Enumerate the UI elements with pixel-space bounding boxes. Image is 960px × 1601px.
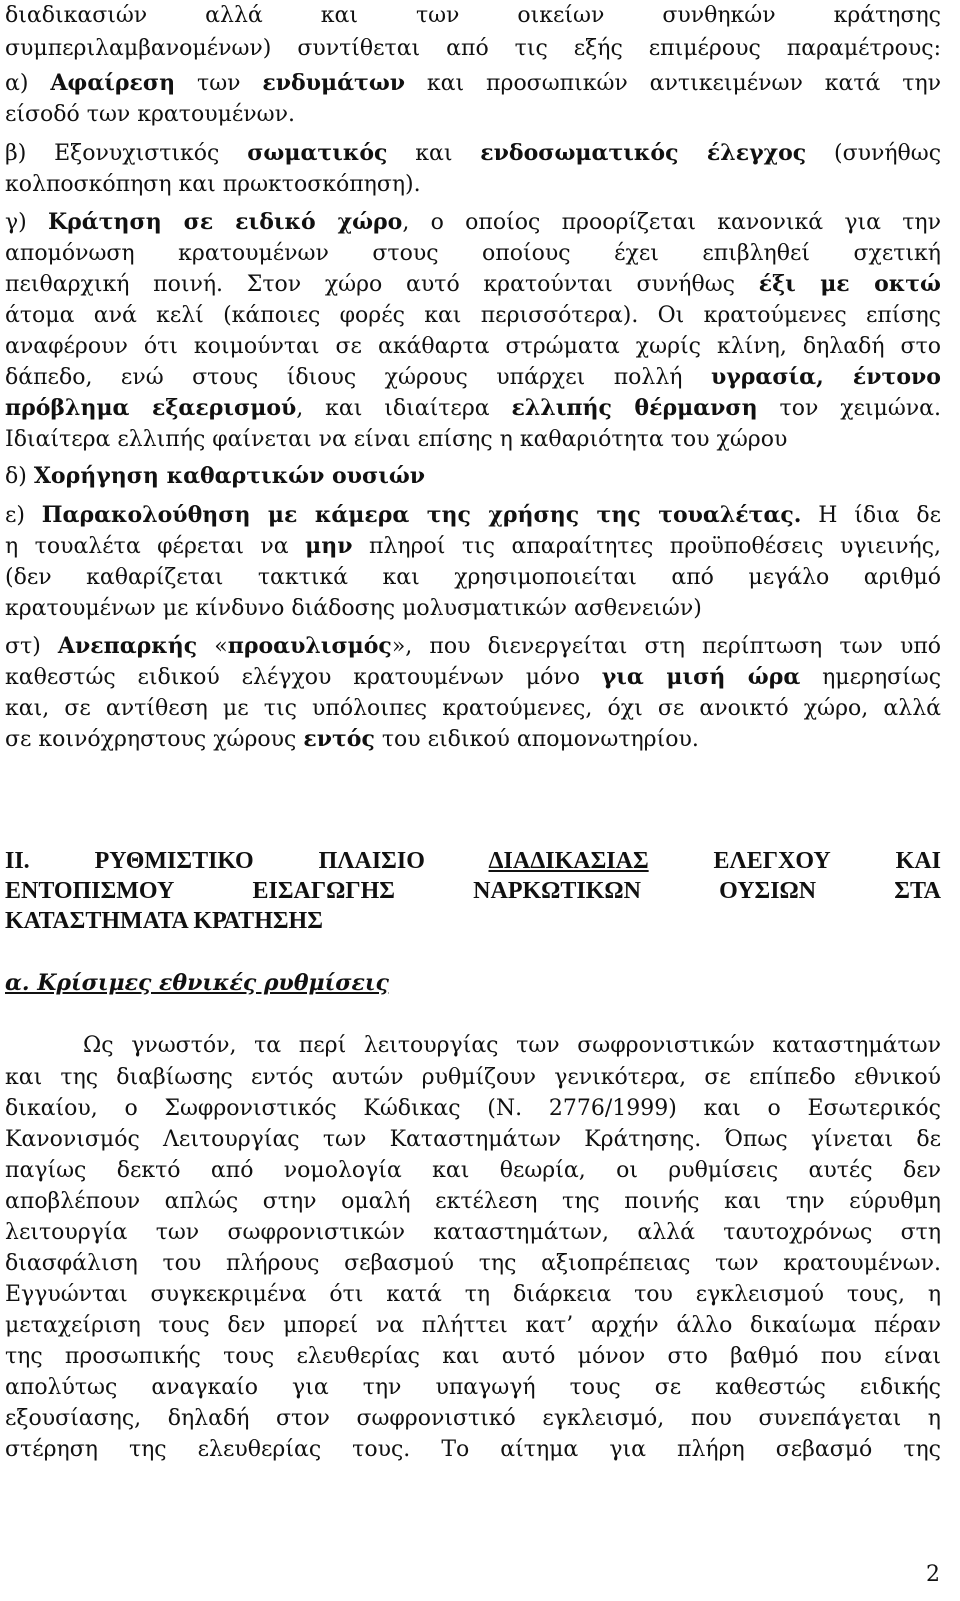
text-line: [5, 169, 941, 200]
bold-text: για μισή ώρα: [601, 664, 801, 690]
heading-text: ΚΑΤΑΣΤΗΜΑΤΑ ΚΡΑΤΗΣΗΣ: [5, 908, 323, 934]
text-line: [83, 1030, 941, 1061]
text-line: [5, 1372, 941, 1403]
text-line: [5, 1217, 941, 1248]
text-line: [5, 500, 941, 531]
text-line: [5, 300, 941, 331]
text-line: [5, 138, 941, 169]
text-run: ημερησίως: [800, 665, 942, 690]
text-line: [5, 1155, 941, 1186]
heading-text: ΡΥΘΜΙΣΤΙΚΟ ΠΛΑΙΣΙΟ: [94, 848, 489, 874]
text-line: [5, 724, 941, 755]
text-line: [5, 68, 941, 99]
section-heading: [5, 846, 941, 877]
text-run: πειθαρχική ποινή. Στον χώρο αυτό κρατούνται συνήθως: [5, 272, 759, 297]
text-run: τον χειμώνα.: [757, 396, 942, 421]
text-line: [5, 1403, 941, 1434]
text-line: [5, 238, 941, 269]
text-line: [5, 1310, 941, 1341]
text-line: [5, 1093, 941, 1124]
bold-text: Ανεπαρκής: [57, 633, 198, 659]
text-run: είσοδό των κρατουμένων.: [5, 102, 295, 127]
text-line: [5, 531, 941, 562]
bold-text: ενδυμάτων: [262, 70, 406, 96]
heading-number: II.: [5, 848, 95, 874]
text-run: καθεστώς ειδικού ελέγχου κρατουμένων μόνο: [5, 665, 602, 690]
text-run: εξουσίασης, δηλαδή στον σωφρονιστικό εγκλεισμό, που συνεπάγεται η: [5, 1406, 941, 1431]
text-line: [5, 362, 941, 393]
bold-text: Χορήγηση καθαρτικών ουσιών: [33, 463, 426, 489]
text-run: (δεν καθαρίζεται τακτικά και χρησιμοποιείται από μεγάλο αριθμό: [5, 565, 941, 590]
bold-text: πρόβλημα εξαερισμού: [5, 395, 297, 421]
text-run: Ως γνωστόν, τα περί λειτουργίας των σωφρονιστικών καταστημάτων: [83, 1033, 941, 1058]
text-run: δικαίου, ο Σωφρονιστικός Κώδικας (Ν. 2776/1999) και ο Εσωτερικός: [5, 1096, 941, 1121]
text-run: κολποσκόπηση και πρωκτοσκόπηση).: [5, 172, 421, 197]
bold-text: ελλιπής θέρμανση: [511, 395, 758, 421]
bold-text: υγρασία, έντονο: [710, 364, 941, 390]
bold-text: Αφαίρεση: [50, 70, 176, 96]
text-run: αναφέρουν ότι κοιμούνται σε ακάθαρτα στρώματα χωρίς κλίνη, δηλαδή στο: [5, 334, 941, 359]
text-run: αποβλέπουν απλώς στην ομαλή εκτέλεση της ποινής και την εύρυθμη: [5, 1189, 941, 1214]
text-line: [5, 1186, 941, 1217]
text-run: διασφάλιση του πλήρους σεβασμού της αξιοπρέπειας των κρατουμένων.: [5, 1251, 941, 1276]
text-run: και, σε αντίθεση με τις υπόλοιπες κρατούμενες, όχι σε ανοικτό χώρο, αλλά: [5, 696, 941, 721]
text-run: Η ίδια δε: [801, 503, 941, 528]
text-line: [5, 593, 941, 624]
text-line: [5, 1434, 941, 1465]
text-line: [5, 1341, 941, 1372]
text-run: του ειδικού απομονωτηρίου.: [374, 727, 699, 752]
text-run: των: [175, 71, 263, 96]
text-run: και προσωπικών αντικειμένων κατά την: [405, 71, 942, 96]
bold-text: μην: [305, 533, 353, 559]
heading-text: ΔΙΑΔΙΚΑΣΙΑΣ: [488, 848, 649, 874]
text-run: (συνήθως: [806, 141, 942, 166]
bold-text: έξι με οκτώ: [758, 271, 941, 297]
text-run: δ): [5, 464, 34, 489]
text-run: Κανονισμός Λειτουργίας των Καταστημάτων Κράτησης. Όπως γίνεται δε: [5, 1127, 941, 1152]
subsection-heading: [5, 968, 941, 999]
text-run: διαδικασιών αλλά και των οικείων συνθηκών κράτησης: [5, 3, 941, 28]
bold-text: Παρακολούθηση με κάμερα της χρήσης της τουαλέτας.: [41, 502, 802, 528]
text-run: μεταχείριση τους δεν μπορεί να πλήττει κατ’ αρχήν άλλο δικαίωμα πέραν: [5, 1313, 941, 1338]
text-line: [5, 1279, 941, 1310]
text-line: [5, 207, 941, 238]
text-run: απολύτως αναγκαίο για την υπαγωγή τους σε καθεστώς ειδικής: [5, 1375, 941, 1400]
text-run: παγίως δεκτό από νομολογία και θεωρία, οι ρυθμίσεις αυτές δεν: [5, 1158, 941, 1183]
text-line: [5, 1248, 941, 1279]
text-run: και: [387, 141, 481, 166]
text-line: [5, 269, 941, 300]
text-line: [5, 393, 941, 424]
heading-text: ΕΝΤΟΠΙΣΜΟΥ ΕΙΣΑΓΩΓΗΣ ΝΑΡΚΩΤΙΚΩΝ ΟΥΣΙΩΝ ΣΤΑ: [5, 878, 941, 904]
heading-text: ΕΛΕΓΧΟΥ ΚΑΙ: [648, 848, 941, 874]
text-line: [5, 562, 941, 593]
text-line: [5, 424, 941, 455]
text-run: η τουαλέτα φέρεται να: [5, 534, 306, 559]
bold-text: εντός: [303, 726, 375, 752]
subsection-title: α. Κρίσιμες εθνικές ρυθμίσεις: [5, 970, 389, 996]
text-line: [5, 331, 941, 362]
section-heading: [5, 876, 941, 907]
page-number: 2: [926, 1562, 940, 1587]
text-run: και της διαβίωσης εντός αυτών ρυθμίζουν γενικότερα, σε επίπεδο εθνικού: [5, 1065, 941, 1090]
text-line: [5, 662, 941, 693]
bold-text: Κράτηση σε ειδικό χώρο: [48, 209, 403, 235]
text-run: συμπεριλαμβανομένων) συντίθεται από τις εξής επιμέρους παραμέτρους:: [5, 36, 941, 61]
bold-text: σωματικός: [247, 140, 388, 166]
text-line: [5, 1124, 941, 1155]
text-run: της προσωπικής τους ελευθερίας και αυτό μόνον στο βαθμό που είναι: [5, 1344, 941, 1369]
text-run: ε): [5, 503, 42, 528]
text-line: [5, 0, 941, 31]
text-run: γ): [5, 210, 49, 235]
text-line: [5, 461, 941, 492]
bold-text: προαυλισμός: [227, 633, 392, 659]
text-line: [5, 1062, 941, 1093]
text-run: στ): [5, 634, 58, 659]
text-run: κρατουμένων με κίνδυνο διάδοσης μολυσματικών ασθενειών): [5, 596, 702, 621]
text-run: β) Εξονυχιστικός: [5, 141, 248, 166]
text-line: [5, 631, 941, 662]
text-run: , ο οποίος προορίζεται κανονικά για την: [402, 210, 941, 235]
text-run: άτομα ανά κελί (κάποιες φορές και περισσότερα). Οι κρατούμενες επίσης: [5, 303, 941, 328]
text-run: «: [197, 634, 228, 659]
text-run: στέρηση της ελευθερίας τους. Το αίτημα για πλήρη σεβασμό της: [5, 1437, 941, 1462]
text-run: δάπεδο, ενώ στους ίδιους χώρους υπάρχει πολλή: [5, 365, 711, 390]
text-run: απομόνωση κρατουμένων στους οποίους έχει επιβληθεί σχετική: [5, 241, 941, 266]
text-run: , και ιδιαίτερα: [296, 396, 512, 421]
section-heading: [5, 906, 941, 937]
text-run: λειτουργία των σωφρονιστικών καταστημάτων, αλλά ταυτοχρόνως στη: [5, 1220, 941, 1245]
text-run: α): [5, 71, 51, 96]
text-run: Εγγυώνται συγκεκριμένα ότι κατά τη διάρκεια του εγκλεισμού τους, η: [5, 1282, 941, 1307]
text-run: σε κοινόχρηστους χώρους: [5, 727, 304, 752]
text-line: [5, 33, 941, 64]
bold-text: ενδοσωματικός έλεγχος: [480, 140, 807, 166]
text-line: [5, 99, 941, 130]
text-line: [5, 693, 941, 724]
text-run: πληροί τις απαραίτητες προϋποθέσεις υγιεινής,: [352, 534, 942, 559]
text-run: », που διενεργείται στη περίπτωση των υπό: [391, 634, 942, 659]
text-run: Ιδιαίτερα ελλιπής φαίνεται να είναι επίσης η καθαριότητα του χώρου: [5, 427, 788, 452]
